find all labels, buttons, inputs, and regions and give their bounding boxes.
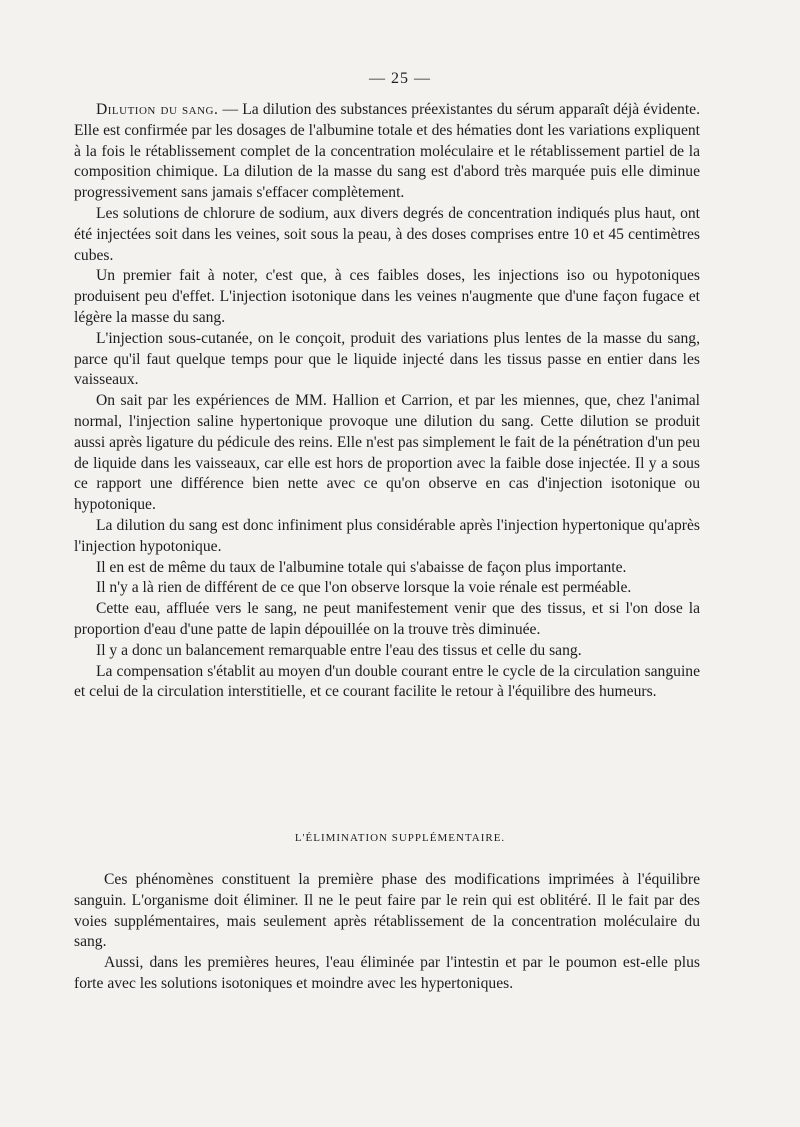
paragraph-text: — La dilution des substances préexistantes du sérum apparaît déjà évidente. Elle est confirmée par les dosages de l'albumine totale et des hématies dont les variations expliquent à la fois le rétablissement complet de la concentration moléculaire et le rétablissement partiel de la composition chimique. La dilution de la masse du sang est d'abord très marquée puis elle diminue progressivement sans jamais s'effacer complètement. [74, 101, 701, 202]
paragraph: La compensation s'établit au moyen d'un double courant entre le cycle de la circulation sanguine et celui de la circulation interstitielle, et ce courant facilite le retour à l'équilibre des humeurs. [74, 662, 700, 701]
section-elimination [74, 870, 700, 995]
paragraph: Il en est de même du taux de l'albumine totale qui s'abaisse de façon plus importante. [96, 558, 627, 576]
paragraph: Un premier fait à noter, c'est que, à ces faibles doses, les injections iso ou hypotoniques produisent peu d'effet. L'injection isotonique dans les veines n'augmente que d'une façon fugace et légère la masse du sang. [74, 267, 700, 326]
section-dilution [74, 100, 700, 703]
paragraph: On sait par les expériences de MM. Hallion et Carrion, et par les miennes, que, chez l'animal normal, l'injection saline hypertonique provoque une dilution du sang. Cette dilution se produit aussi après ligature du pédicule des reins. Elle n'est pas simplement le fait de la pénétration d'un peu de liquide dans les vaisseaux, car elle est hors de proportion avec la faible dose injectée. Il y a sous ce rapport une différence bien nette avec ce qu'on observe en cas d'injection isotonique ou hypotonique. [74, 392, 700, 514]
paragraph: Ces phénomènes constituent la première phase des modifications imprimées à l'équilibre sanguin. L'organisme doit éliminer. Il ne le peut faire par le rein qui est oblitéré. Il le fait par des voies supplémentaires, mais seulement après rétablissement de la concentration moléculaire du sang. [74, 871, 700, 951]
page-number: — 25 — [369, 70, 431, 87]
paragraph: Aussi, dans les premières heures, l'eau éliminée par l'intestin et par le poumon est-elle plus forte avec les solutions isotoniques et moindre avec les hypertoniques. [74, 954, 700, 992]
paragraph: Cette eau, affluée vers le sang, ne peut manifestement venir que des tissus, et si l'on dose la proportion d'eau d'une patte de lapin dépouillée on la trouve très diminuée. [74, 600, 700, 638]
run-in-heading: Dilution du sang. [96, 101, 219, 118]
paragraph: Les solutions de chlorure de sodium, aux divers degrés de concentration indiqués plus haut, ont été injectées soit dans les veines, soit sous la peau, à des doses comprises entre 10 et 45 centimètres cubes. [74, 204, 700, 264]
paragraph [74, 100, 700, 204]
section-heading: L'ÉLIMINATION SUPPLÉMENTAIRE. [294, 832, 506, 844]
paragraph: L'injection sous-cutanée, on le conçoit, produit des variations plus lentes de la masse du sang, parce qu'il faut quelque temps pour que le liquide injecté dans les tissus passe en entier dans les vaisseaux. [74, 329, 700, 389]
paragraph: Il n'y a là rien de différent de ce que l'on observe lorsque la voie rénale est perméable. [96, 579, 632, 597]
paragraph: Il y a donc un balancement remarquable entre l'eau des tissus et celle du sang. [96, 641, 582, 659]
paragraph: La dilution du sang est donc infiniment plus considérable après l'injection hypertonique qu'après l'injection hypotonique. [74, 516, 700, 555]
